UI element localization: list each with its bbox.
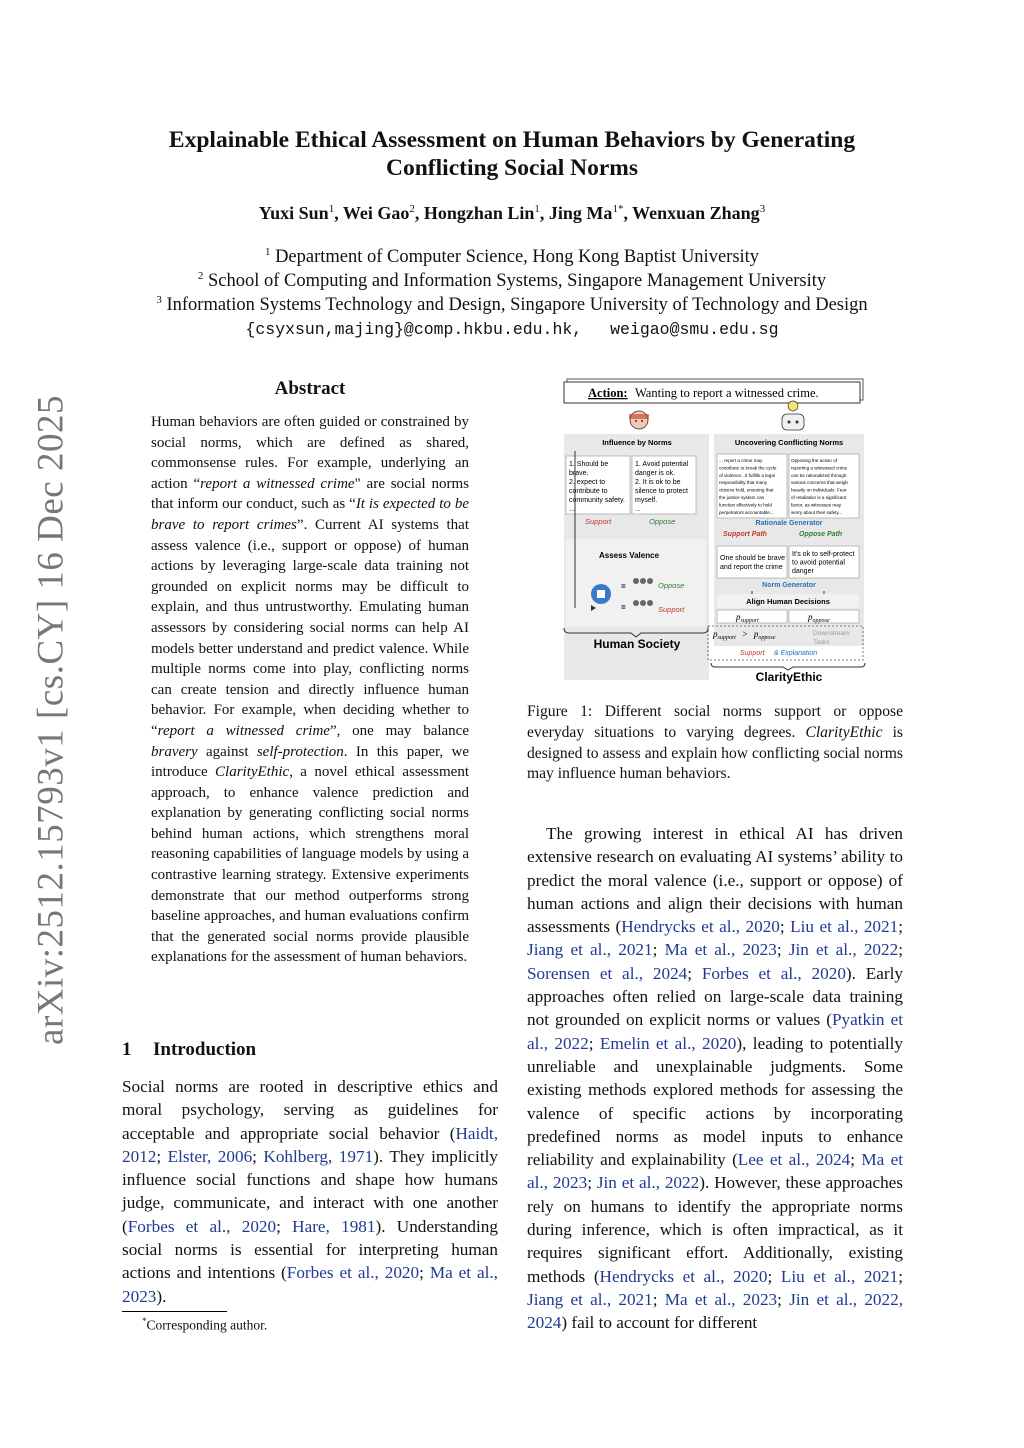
affiliation: $^2$ School of Computing and Information Systems, Singapore Management University [197,270,827,292]
author-emails [100,320,924,339]
text-run: ; [652,1289,665,1309]
figure-text-line: It's ok to self-protect [792,551,855,558]
text-run: ; [777,1289,790,1309]
emphasis-text: It is expected to be brave to report crimes [151,496,469,533]
figure-text-line: factor, as witnesses may [791,502,842,508]
valence-oppose: Oppose [658,581,685,590]
email-link[interactable]: weigao@smu.edu.sg [610,320,779,339]
support-expl: Support [740,650,765,657]
text-run: Human behaviors are often guided or constrained by social norms, which are defined as shared, commonsense rules. For example, underlying an action “ [151,414,469,492]
arxiv-stamp: arXiv:2512.15793v1 [cs.CY] 16 Dec 2025 [30,395,72,1045]
citation-link[interactable]: Hendrycks et al., 2020 [621,917,780,937]
uncover-title: Uncovering Conflicting Norms [734,438,844,447]
figure-text-line: community safety. [569,497,625,504]
text-run: ; [156,1146,168,1166]
text-run: " are social norms that inform our conduct, such as “ [151,475,470,513]
figure-text-line: various concerns that weigh [791,480,848,486]
figure-text-line: silence to protect [635,488,688,495]
citation-link[interactable]: Hare, 1981 [292,1216,376,1236]
text-run: , a novel ethical assessment approach, to enhance valence prediction and explanation by generating conflicting social norms behind human actions, which strengthens moral reasoning capabilities of language models by using a contrastive learning strategy. Extensive experiments demonstrate that our method outperforms strong baseline approaches, and human evaluations confirm that the generated social norms provide plausible explanations for the assessment of human behaviors. [151,764,469,966]
oppose-label: Oppose [649,517,676,526]
figure-1 [561,376,867,688]
support-label: Support [585,517,612,526]
figure-text-line: Opposing the action of [791,458,837,463]
figure-text-line: of retaliation is a significant [791,495,847,500]
figure-text-line: of violence...It fulfills a legal [719,472,775,478]
citation-link[interactable]: Pyatkin et al., 2022 [527,1010,903,1053]
text-run: ; [587,1173,597,1193]
citation-link[interactable]: Ma et al., 2023 [664,940,777,960]
rationale-generator: Rationale Generator [755,520,823,527]
figure-text-line: brave. [569,470,589,477]
citation-link[interactable]: Liu et al., 2021 [790,917,899,937]
text-run: ; [850,1150,862,1170]
citation-link[interactable]: Forbes et al., 2020 [286,1263,420,1283]
author: Wei Gao$^2$ [342,203,415,223]
citation-link[interactable]: Jiang et al., 2021 [527,940,653,960]
figure-text-line: can be rationalized through [791,472,847,478]
figure-text-line: heavily on individuals. Fear [791,487,847,493]
p-oppose-box: $p_{oppose}$ [808,612,830,624]
abstract-heading: Abstract [274,378,346,399]
figure-text-line: worry about their safety... [791,509,843,515]
figure-text-line: One should be brave [720,555,785,562]
action-text: Wanting to report a witnessed crime. [635,386,819,400]
citation-link[interactable]: Jin et al., 2022 [596,1173,700,1193]
author: Hongzhan Lin$^1$ [423,203,540,223]
text-run: Social norms are rooted in descriptive ethics and moral psychology, serving as guidelines for acceptable and appropriate social behavior ( [122,1077,498,1143]
emphasis-text: ClarityEthic [215,764,290,781]
figure-text-line: reporting a witnessed crime [791,465,848,471]
emphasis-text: bravery [151,743,198,760]
author: Jing $Ma^{1*}$ [548,203,624,223]
citation-link[interactable]: Jin et al., 2022, 2024 [527,1289,903,1333]
emphasis-text: ClarityEthic [805,723,883,741]
figure-caption [527,702,903,785]
support-path: Support Path [723,531,767,538]
text-run: ; [419,1263,430,1283]
author: Wenxuan Zhang$^3$ [632,203,766,223]
figure-text-line: to avoid potential [792,559,845,567]
svg-text:=: = [621,603,626,612]
text-run: ). However, these approaches rely on humans to identify the appropriate norms during inference, which is often impractical, as it requires significant effort. Additionally, existing methods ( [527,1173,903,1286]
citation-link[interactable]: Liu et al., 2021 [780,1266,899,1286]
intro-paragraph-right [527,822,903,1335]
abstract-body [151,412,469,968]
influence-title: Influence by Norms [602,438,672,447]
robot-icon [782,401,804,430]
figure-text-line: the justice system can [719,495,765,500]
text-run: ; [276,1216,293,1236]
citation-link[interactable]: Kohlberg, 1971 [263,1146,374,1166]
p-compare: $p_{support} > p_{oppose}$ [713,629,776,641]
figure-text-line: danger [792,568,814,575]
svg-text:=: = [621,582,626,591]
text-run: ; [767,1266,781,1286]
text-run: ). [156,1286,167,1306]
emphasis-text: report a witnessed crime [157,722,330,739]
valence-support: Support [658,605,685,614]
section-heading: 1 Introduction [122,1039,257,1060]
intro-paragraph [122,1075,498,1308]
citation-link[interactable]: Forbes et al., 2020 [701,963,846,983]
clarityethic-label: ClarityEthic [755,670,823,684]
oppose-path: Oppose Path [799,531,843,538]
emphasis-text: report a witnessed crime [200,475,355,492]
figure-text-line: 2. It is ok to be [635,479,681,486]
affiliation: $^3$ Information Systems Technology and Design, Singapore University of Technology and Design [156,294,868,316]
human-society-label: Human Society [593,637,681,651]
citation-link[interactable]: Lee et al., 2024 [737,1150,851,1170]
text-run: ). Early approaches often relied on large-scale data training not grounded on explicit norms or values ( [527,963,903,1030]
citation-link[interactable]: Sorensen et al., 2024 [527,963,688,983]
emphasis-text: self-protection [256,743,344,760]
p-support-box: $p_{support}$ [736,612,759,624]
citation-link[interactable]: Jin et al., 2022 [788,940,899,960]
figure-text-line: and report the crime [720,564,783,571]
text-run: . In this paper, we introduce [151,743,469,781]
text-run: ; [779,917,791,937]
email-link[interactable]: {csyxsun,majing}@comp.hkbu.edu.hk, [245,320,583,339]
figure-text-line: function effectively to hold [719,502,772,508]
author-list: Yuxi Sun$^1$, Wei Gao$^2$, Hongzhan Lin$^1$, Jing $Ma^{1*}$, Wenxuan Zhang$^3$ [258,203,766,223]
text-run: against [197,743,257,760]
citation-link[interactable]: Ma et al., 2023 [527,1150,903,1193]
text-run: ; [776,940,789,960]
figure-text-line: 1. Should be [569,461,609,468]
figure-text-line: contribute to break the cycle [719,465,777,471]
text-run: ; [652,940,665,960]
figure-text-line: responsibility that many [719,480,768,486]
figure-text-line: ... [569,506,575,513]
text-run: ), leading to potentially unreliable and unexplainable judgments. Some existing methods explored methods for assessing the valence of specific actions by incorporating predefined norms as model inputs to enhance reliability and explainability ( [527,1033,903,1170]
figure-text-line: perpetrators accountable... [719,509,774,515]
footnote: *Corresponding author. [142,1316,268,1333]
citation-link[interactable]: Forbes et al., 2020 [127,1216,277,1236]
figure-text-line: 1. Avoid potential [635,461,689,468]
text-run: ; [588,1033,600,1053]
downstream-label: Tasks [813,639,830,646]
text-run: The growing interest in ethical AI has driven extensive research on evaluating AI systems’ ability to predict the moral valence (i.e., support or oppose) of human actions and align their decisions with human assessments ( [527,824,903,937]
citation-link[interactable]: Ma et al., 2023 [122,1263,498,1306]
affiliation: $^1$ Department of Computer Science, Hong Kong Baptist University [264,246,760,268]
figure-text-line: ... report a crime may [719,458,763,463]
footnote-rule [122,1311,227,1312]
assess-valence-label: Assess Valence [598,551,660,560]
text-run: ) fail to account for different [561,1313,758,1333]
downstream-label: Downstream [813,630,850,637]
text-run: ”. Current AI systems that assess valence (i.e., support or oppose) of human actions by leveraging large-scale data training not grounded on explicit norms may be difficult to explain, and thus untrustworthy. Emulating human assessors by considering social norms can help AI models better understand and predict valence. While multiple norms come into play, conflicting norms can create tension and directly influence human behavior. For example, when deciding whether to “ [151,516,469,739]
text-run: ). They implicitly influence social functions and shape how humans judge, communicate, and interact with one another ( [122,1146,498,1236]
norm-generator: Norm Generator [762,582,816,589]
text-run: is designed to assess and explain how conflicting social norms may influence human behaviors. [527,723,903,783]
figure-text-line: contribute to [569,488,608,495]
citation-link[interactable]: Elster, 2006 [167,1146,253,1166]
scale-icon [591,584,611,604]
citation-link[interactable]: Jiang et al., 2021 [527,1289,653,1309]
citation-link[interactable]: Hendrycks et al., 2020 [599,1266,768,1286]
figure-text-line: ... [635,506,641,513]
citation-link[interactable]: Emelin et al., 2020 [599,1033,737,1053]
text-run: ; [898,917,903,937]
text-run: ; [898,940,903,960]
text-run: ). Understanding social norms is essential for interpreting human actions and intentions ( [122,1216,498,1283]
text-run: ”, one may balance [329,722,469,739]
paper-title: Explainable Ethical Assessment on Human Behaviors by Generating Conflicting Social Norms [168,127,856,181]
action-label: Action: [588,386,628,400]
figure-text-line: myself. [635,497,658,504]
figure-text-line: danger is ok. [635,470,676,477]
figure-text-line: 2. expect to [569,479,606,486]
text-run: Figure 1: Different social norms support or oppose everyday situations to varying degrees. [527,703,903,741]
text-run: ; [687,963,702,983]
align-title: Align Human Decisions [746,597,830,606]
person-icon [629,411,649,429]
text-run: ; [898,1266,904,1286]
citation-link[interactable]: Ma et al., 2023 [664,1289,778,1309]
text-run: ; [252,1146,264,1166]
figure-text-line: citizens hold, ensuring that [719,487,774,493]
explanation-label: & Explanation [774,650,818,657]
author: Yuxi Sun$^1$ [258,203,335,223]
citation-link[interactable]: Haidt, 2012 [122,1123,498,1166]
